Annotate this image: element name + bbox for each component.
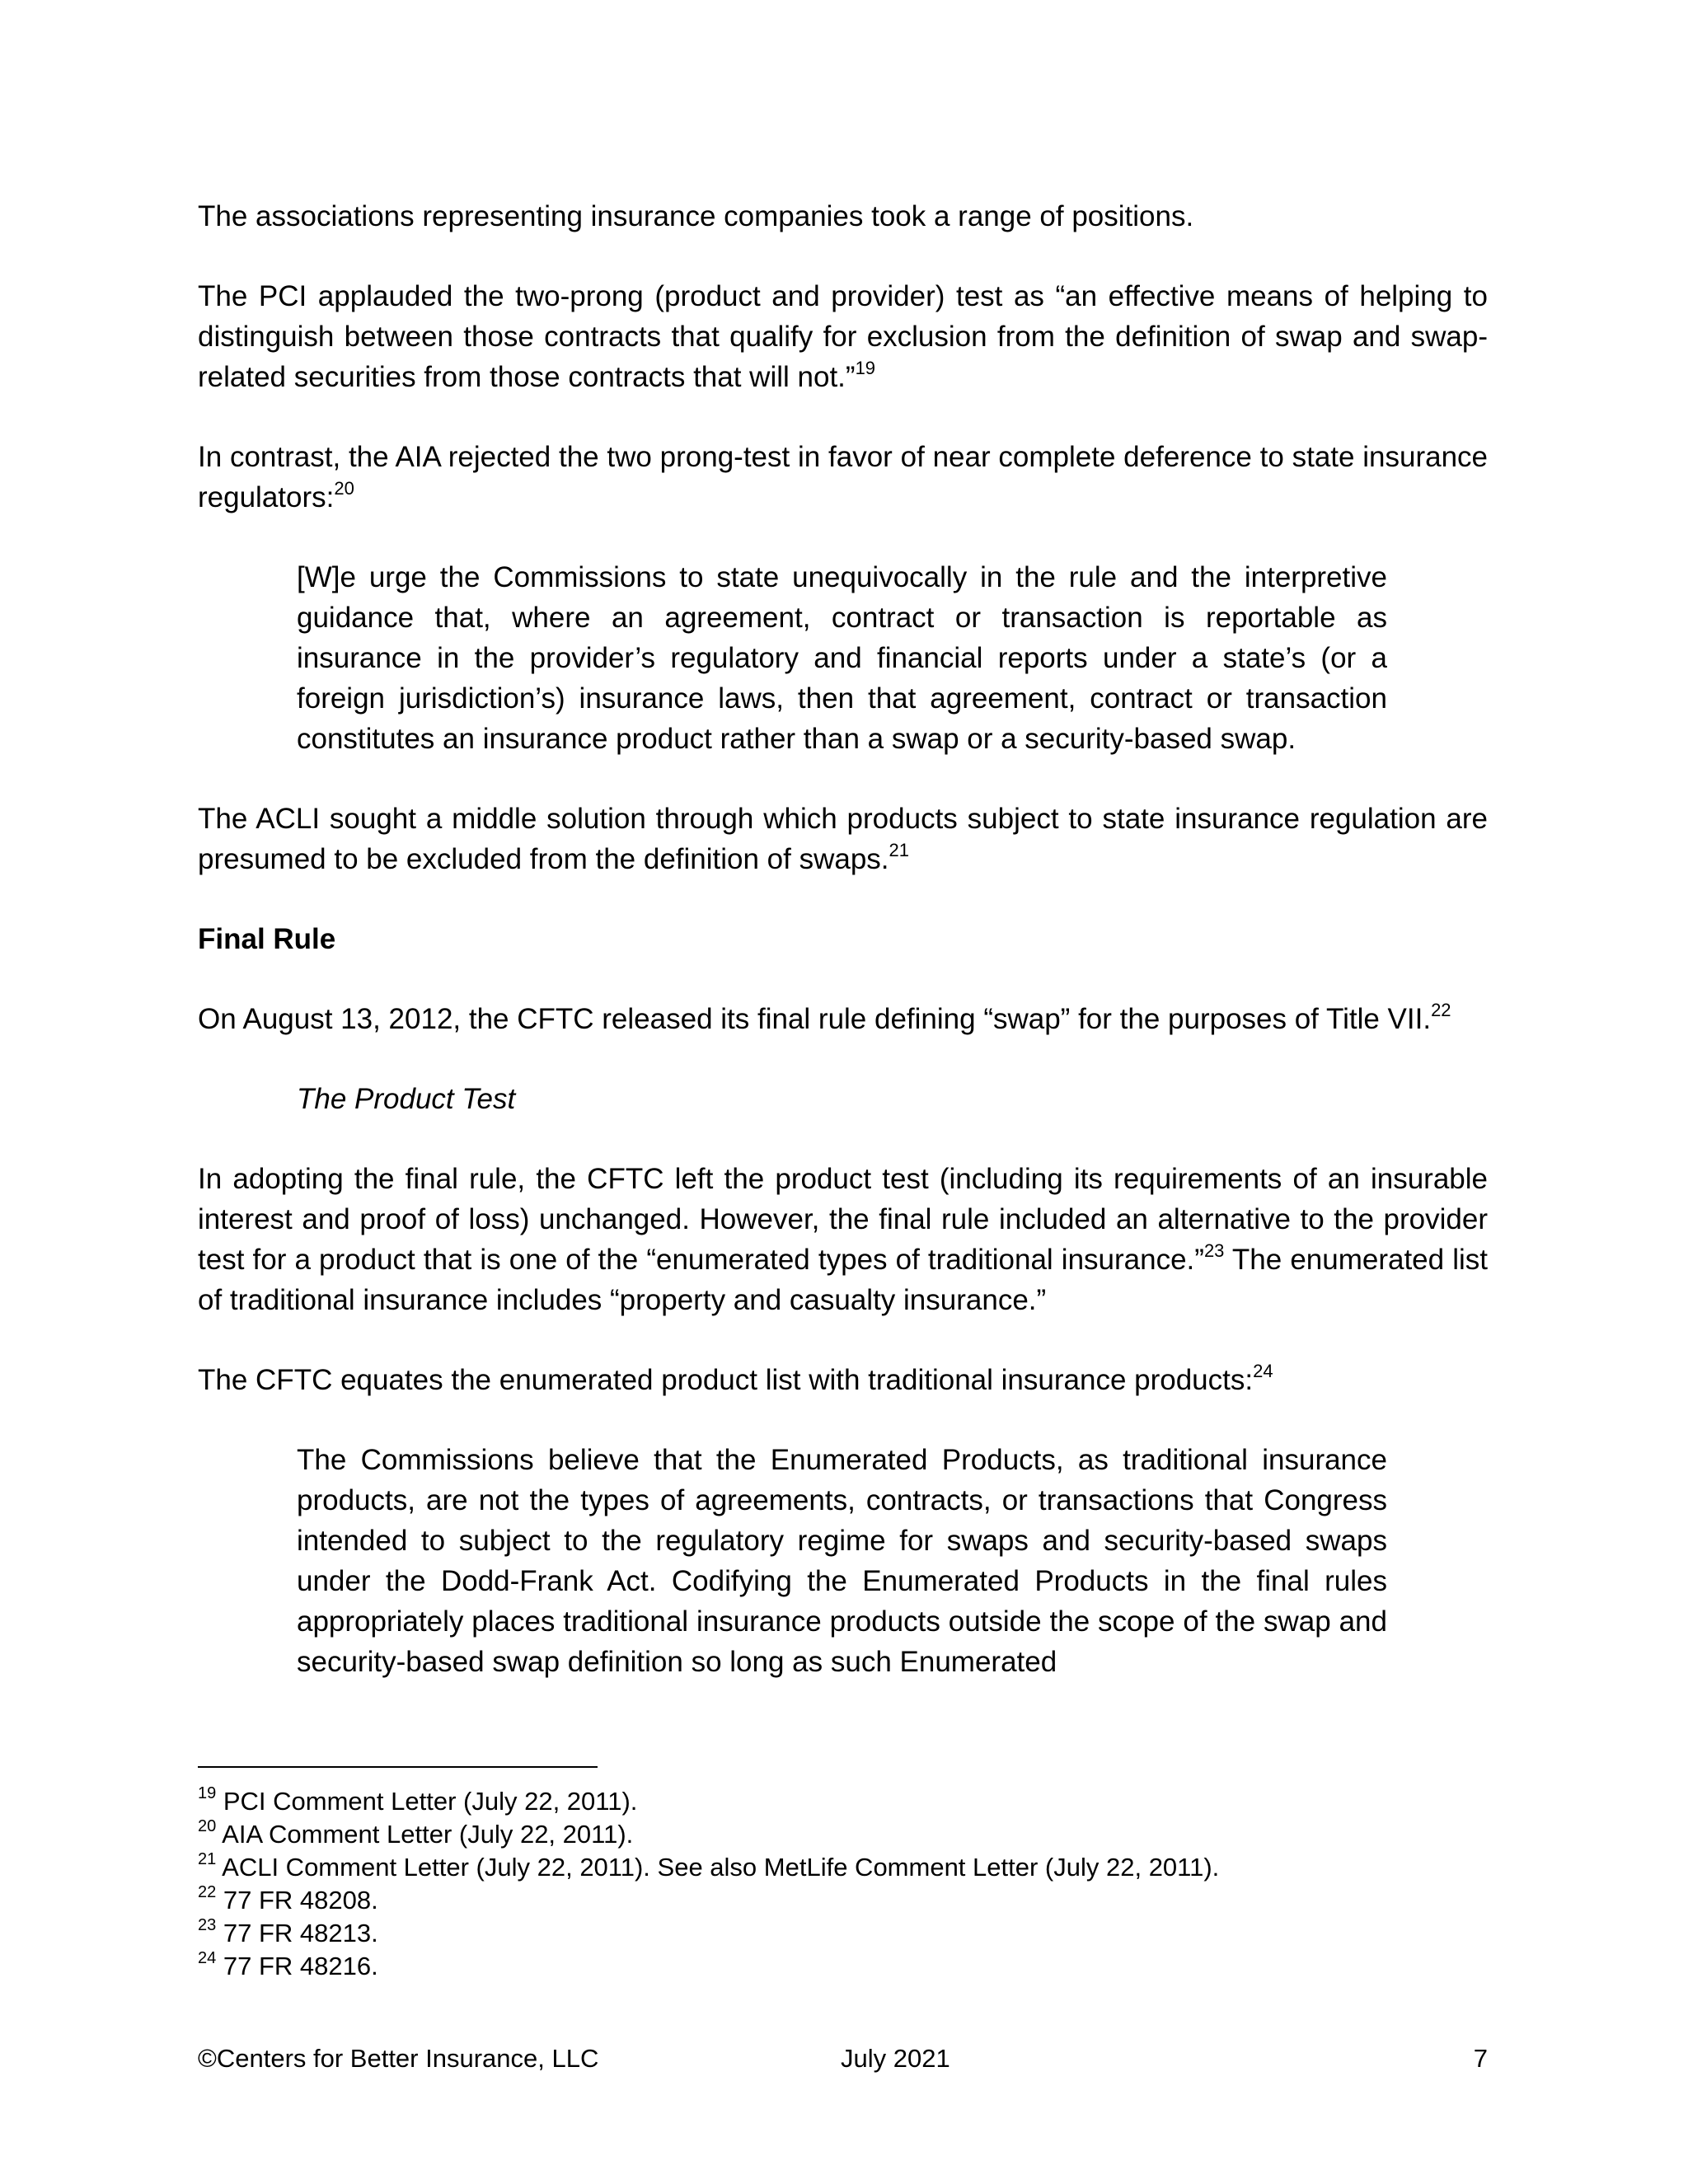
page-footer [198,2041,1488,2077]
paragraph-intro-text: The associations representing insurance companies took a range of positions. [198,200,1194,232]
footnotes-section [198,1785,1488,1983]
footnote-number: 19 [198,1783,217,1802]
paragraph-pci [198,276,1488,397]
footnote-text: 77 FR 48208. [216,1886,378,1915]
footnote-22 [198,1884,1488,1917]
footer-date: July 2021 [841,2044,950,2073]
paragraph-enumerated-text: The CFTC equates the enumerated product list with traditional insurance products: [198,1364,1254,1396]
footnote-divider [198,1766,598,1768]
footnote-number: 24 [198,1948,217,1967]
footnote-number: 20 [198,1816,217,1835]
paragraph-final-rule-text: On August 13, 2012, the CFTC released its final rule defining “swap” for the purposes of Title VII. [198,1003,1432,1035]
block-quote-commissions-text: The Commissions believe that the Enumerated Products, as traditional insurance products, are not the types of agreements, contracts, or transactions that Congress intended to subject to the regulatory regime for swaps and security-based swaps under the Dodd-Frank Act. Codifying the Enumerated Products in the final rules appropriately places traditional insurance products outside the scope of the swap and security-based swap definition so long as such Enumerated [297,1444,1387,1678]
footnote-ref-22[interactable]: 22 [1431,1000,1451,1021]
paragraph-product-test-tail: The enumerated list of traditional insurance includes “property and casualty insurance.” [198,1244,1488,1316]
footnote-ref-21[interactable]: 21 [889,840,910,861]
paragraph-final-rule [198,999,1488,1039]
block-quote-aia-text: [W]e urge the Commissions to state unequivocally in the rule and the interpretive guidance that, where an agreement, contract or transaction is reportable as insurance in the provider’s regulatory and financial reports under a state’s (or a foreign jurisdiction’s) insurance laws, then that agreement, contract or transaction constitutes an insurance product rather than a swap or a security-based swap. [297,561,1387,755]
paragraph-intro [198,196,1488,237]
paragraph-acli [198,799,1488,879]
footnote-21 [198,1851,1488,1884]
footnote-text: 77 FR 48213. [216,1919,378,1947]
footnote-text: AIA Comment Letter (July 22, 2011). [216,1820,634,1849]
footnote-text: ACLI Comment Letter (July 22, 2011). See also MetLife Comment Letter (July 22, 2011). [216,1853,1220,1882]
block-quote-commissions [297,1440,1387,1682]
section-heading-final-rule: Final Rule [198,923,336,955]
paragraph-acli-text: The ACLI sought a middle solution through which products subject to state insurance regulation are presumed to be excluded from the definition of swaps. [198,803,1488,875]
paragraph-product-test-text: In adopting the final rule, the CFTC left the product test (including its requirements of an insurable interest and proof of loss) unchanged. However, the final rule included an alternative to the provider test for a product that is one of the “enumerated types of traditional insurance.” [198,1163,1488,1276]
paragraph-pci-text: The PCI applauded the two-prong (product and provider) test as “an effective means of helping to distinguish between those contracts that qualify for exclusion from the definition of swap and swap-related securities from those contracts that will not.” [198,280,1488,393]
footnote-20 [198,1818,1488,1851]
footnote-number: 22 [198,1882,217,1901]
paragraph-aia [198,437,1488,518]
footer-copyright: ©Centers for Better Insurance, LLC [198,2044,599,2073]
body-content [198,196,1488,1722]
paragraph-product-test [198,1159,1488,1320]
footnote-ref-19[interactable]: 19 [855,358,876,379]
footnote-ref-23[interactable]: 23 [1203,1240,1225,1262]
page-number: 7 [1473,2044,1488,2073]
paragraph-enumerated [198,1360,1488,1400]
footnote-number: 21 [198,1849,217,1868]
footnote-text: PCI Comment Letter (July 22, 2011). [216,1787,638,1816]
footnote-19 [198,1785,1488,1818]
footnote-ref-24[interactable]: 24 [1253,1361,1273,1382]
footnote-text: 77 FR 48216. [216,1952,378,1980]
footnote-24 [198,1950,1488,1983]
paragraph-aia-text: In contrast, the AIA rejected the two prong-test in favor of near complete deference to state insurance regulators: [198,441,1488,513]
footnote-number: 23 [198,1915,217,1934]
subheading-product-test: The Product Test [297,1083,516,1115]
footnote-ref-20[interactable]: 20 [334,478,354,499]
block-quote-aia [297,557,1387,759]
footnote-23 [198,1917,1488,1950]
